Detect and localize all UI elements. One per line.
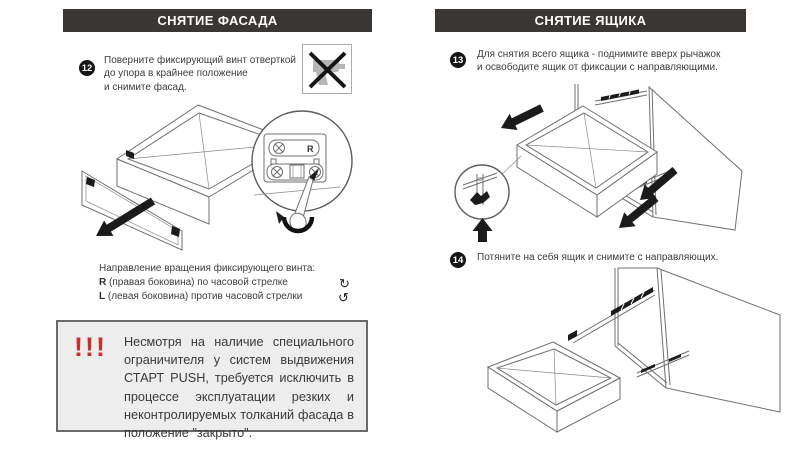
step-13-text: [477, 48, 757, 75]
warning-exclamation: !!!: [74, 332, 107, 362]
facade-removal-diagram: [68, 98, 375, 260]
rotation-line-r: [99, 276, 361, 290]
pull-arrow-top: [501, 104, 544, 130]
no-drill-glyph: [303, 45, 351, 93]
rotation-title: Направление вращения фиксирующего винта:: [99, 263, 316, 274]
lever-detail-circle: [455, 165, 509, 219]
step-14-line-1: Потяните на себя ящик и снимите с направляющих.: [477, 252, 719, 263]
drawer: [517, 106, 657, 217]
cabinet: [615, 268, 780, 412]
warning-box: [56, 320, 368, 441]
step-13-line-2: и освободите ящик от фиксации с направляющими.: [477, 62, 718, 74]
side-label: R: [307, 144, 314, 154]
step-12-text: [104, 54, 314, 94]
l-key: L: [99, 291, 106, 302]
l-text: (левая боковина) против часовой стрелки: [105, 291, 303, 302]
top-rail: [595, 89, 647, 105]
step-12-line-3: и снимите фасад.: [104, 81, 187, 93]
section-header-drawer-removal: СНЯТИЕ ЯЩИКА: [435, 9, 746, 32]
warning-text: Несмотря на наличие специального ограничителя у систем выдвижения СТАРТ PUSH, требуется исключить в процессе эксплуатации резких и неконтролируемых толканий фасада в положение "закрыто".: [124, 335, 354, 441]
drawer-release-diagram: [443, 84, 778, 246]
counterclockwise-icon: ↺: [338, 290, 349, 305]
step-13-number: 13: [450, 52, 466, 68]
step-12-number: 12: [79, 60, 95, 76]
no-power-screwdriver-icon: [302, 44, 352, 94]
step-13-line-1: Для снятия всего ящика - поднимите вверх рычажок: [477, 49, 721, 60]
section-header-facade-removal: СНЯТИЕ ФАСАДА: [63, 9, 372, 32]
rotation-note: [99, 262, 361, 304]
step-12-line-2: до упора в крайнее положение: [104, 68, 248, 80]
step-12-line-1: Поверните фиксирующий винт отверткой: [104, 55, 297, 66]
r-key: R: [99, 277, 107, 288]
top-rail-extended: [568, 287, 655, 343]
rotation-line-l: [99, 290, 361, 304]
clockwise-icon: ↻: [339, 276, 350, 291]
removed-drawer: [488, 342, 620, 432]
r-text: (правая боковина) по часовой стрелке: [106, 277, 288, 288]
step-14-text: [477, 251, 767, 264]
drawer-removed-diagram: [465, 266, 785, 448]
lift-lever-up-arrow: [473, 218, 493, 242]
step-14-number: 14: [450, 252, 466, 268]
